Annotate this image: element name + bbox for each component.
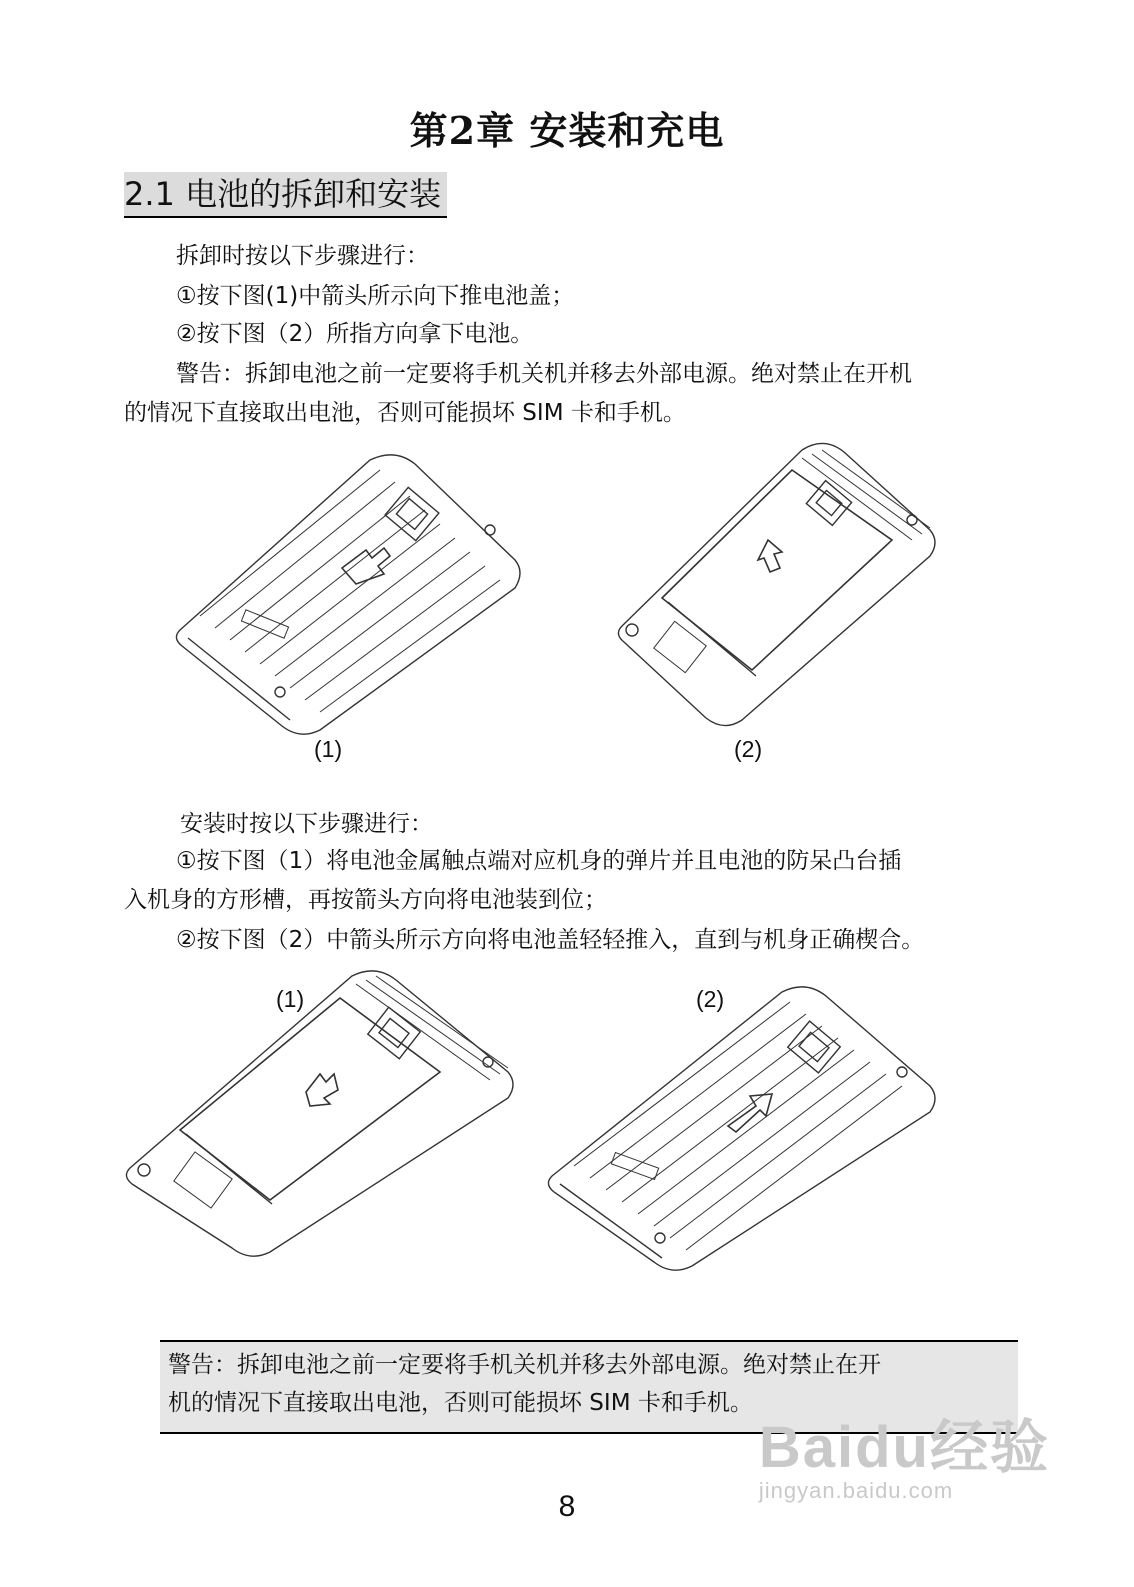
install-step-1-line-1: ①按下图（1）将电池金属触点端对应机身的弹片并且电池的防呆凸台插 — [176, 848, 902, 874]
phone-battery-lift-illustration — [612, 430, 942, 730]
removal-intro: 拆卸时按以下步骤进行： — [176, 243, 429, 269]
removal-figure-1-caption: (1) — [314, 736, 343, 762]
phone-battery-insert-illustration — [120, 962, 520, 1262]
watermark-url: jingyan.baidu.com — [758, 1478, 954, 1503]
removal-step-1: ①按下图(1)中箭头所示向下推电池盖； — [176, 283, 575, 309]
install-step-2: ②按下图（2）中箭头所示方向将电池盖轻轻推入，直到与机身正确楔合。 — [176, 927, 925, 953]
phone-cover-push-in-illustration — [542, 976, 942, 1276]
warning-box-line-2: 机的情况下直接取出电池，否则可能损坏 SIM 卡和手机。 — [168, 1390, 753, 1416]
section-title: 2.1 电池的拆卸和安装 — [124, 172, 447, 218]
page-number: 8 — [558, 1490, 576, 1523]
watermark-logo-text: Baidu经验 — [758, 1415, 1050, 1480]
removal-figure-2-caption: (2) — [734, 736, 763, 762]
install-step-1-line-2: 入机身的方形槽，再按箭头方向将电池装到位； — [124, 887, 607, 913]
warning-box-line-1: 警告：拆卸电池之前一定要将手机关机并移去外部电源。绝对禁止在开 — [168, 1352, 881, 1378]
removal-warning-line-2: 的情况下直接取出电池，否则可能损坏 SIM 卡和手机。 — [124, 400, 686, 426]
removal-step-2: ②按下图（2）所指方向拿下电池。 — [176, 321, 534, 347]
phone-cover-push-down-illustration — [170, 440, 530, 740]
chapter-title: 第2章 安装和充电 — [409, 108, 725, 153]
removal-warning-line-1: 警告：拆卸电池之前一定要将手机关机并移去外部电源。绝对禁止在开机 — [176, 361, 912, 387]
install-figure-1-caption: (1) — [276, 986, 305, 1012]
baidu-jingyan-watermark — [759, 1400, 1050, 1504]
install-intro: 安装时按以下步骤进行： — [180, 811, 433, 837]
install-figure-2-caption: (2) — [696, 986, 725, 1012]
